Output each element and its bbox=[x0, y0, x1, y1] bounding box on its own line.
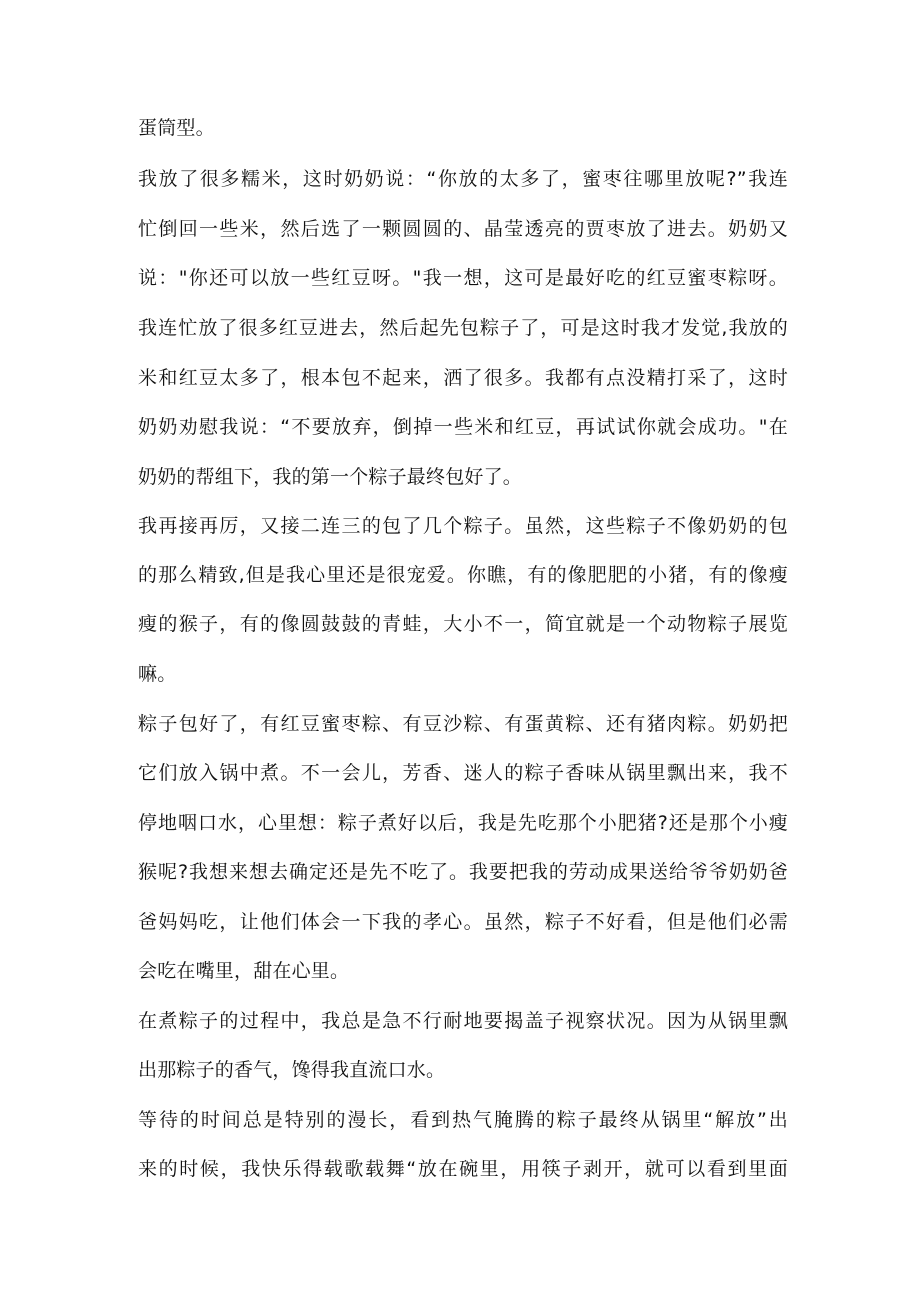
text-line: 我连忙放了很多红豆进去，然后起先包粽子了，可是这时我才发觉,我放的 bbox=[138, 317, 788, 339]
text-line: 瘦的猴子，有的像圆鼓鼓的青蛙，大小不一，简宜就是一个动物粽子展览 bbox=[138, 613, 788, 635]
text-line: 在煮粽子的过程中，我总是急不行耐地要揭盖子视察状况。因为从锅里飘 bbox=[138, 1010, 788, 1032]
text-line: 来的时候，我快乐得载歌载舞“放在碗里，用筷子剥开，就可以看到里面 bbox=[138, 1158, 788, 1180]
text-line: 忙倒回一些米，然后选了一颗圆圆的、晶莹透亮的贾枣放了进去。奶奶又 bbox=[138, 218, 788, 240]
text-line: 我放了很多糯米，这时奶奶说：“你放的太多了，蜜枣往哪里放呢?”我连 bbox=[138, 168, 788, 190]
text-line: 我再接再厉，又接二连三的包了几个粽子。虽然，这些粽子不像奶奶的包 bbox=[138, 515, 788, 537]
text-line: 猴呢?我想来想去确定还是先不吃了。我要把我的劳动成果送给爷爷奶奶爸 bbox=[138, 861, 788, 883]
text-line: 奶奶的帮组下，我的第一个粽子最终包好了。 bbox=[138, 466, 523, 488]
text-line: 米和红豆太多了，根本包不起来，洒了很多。我都有点没精打采了，这时 bbox=[138, 367, 788, 389]
text-line: 的那么精致,但是我心里还是很宠爱。你瞧，有的像肥肥的小猪，有的像瘦 bbox=[138, 564, 788, 586]
text-line: 蛋筒型。 bbox=[138, 117, 215, 139]
text-line: 会吃在嘴里，甜在心里。 bbox=[138, 960, 350, 982]
text-line: 粽子包好了，有红豆蜜枣粽、有豆沙粽、有蛋黄粽、还有猪肉粽。奶奶把 bbox=[138, 713, 788, 735]
text-line: 等待的时间总是特别的漫长，看到热气腌腾的粽子最终从锅里“解放”出 bbox=[138, 1109, 788, 1131]
text-line: 爸妈妈吃，让他们体会一下我的孝心。虽然，粽子不好看，但是他们必需 bbox=[138, 911, 788, 933]
text-line: 嘛。 bbox=[138, 663, 177, 685]
text-line: 它们放入锅中煮。不一会儿，芳香、迷人的粽子香味从锅里飘出来，我不 bbox=[138, 762, 788, 784]
text-line: 奶奶劝慰我说：“不要放弃，倒掉一些米和红豆，再试试你就会成功。"在 bbox=[138, 416, 788, 438]
text-line: 停地咽口水，心里想：粽子煮好以后，我是先吃那个小肥猪?还是那个小瘦 bbox=[138, 812, 788, 834]
text-line: 出那粽子的香气，馋得我直流口水。 bbox=[138, 1059, 446, 1081]
text-line: 说："你还可以放一些红豆呀。"我一想，这可是最好吃的红豆蜜枣粽呀。 bbox=[138, 267, 788, 289]
